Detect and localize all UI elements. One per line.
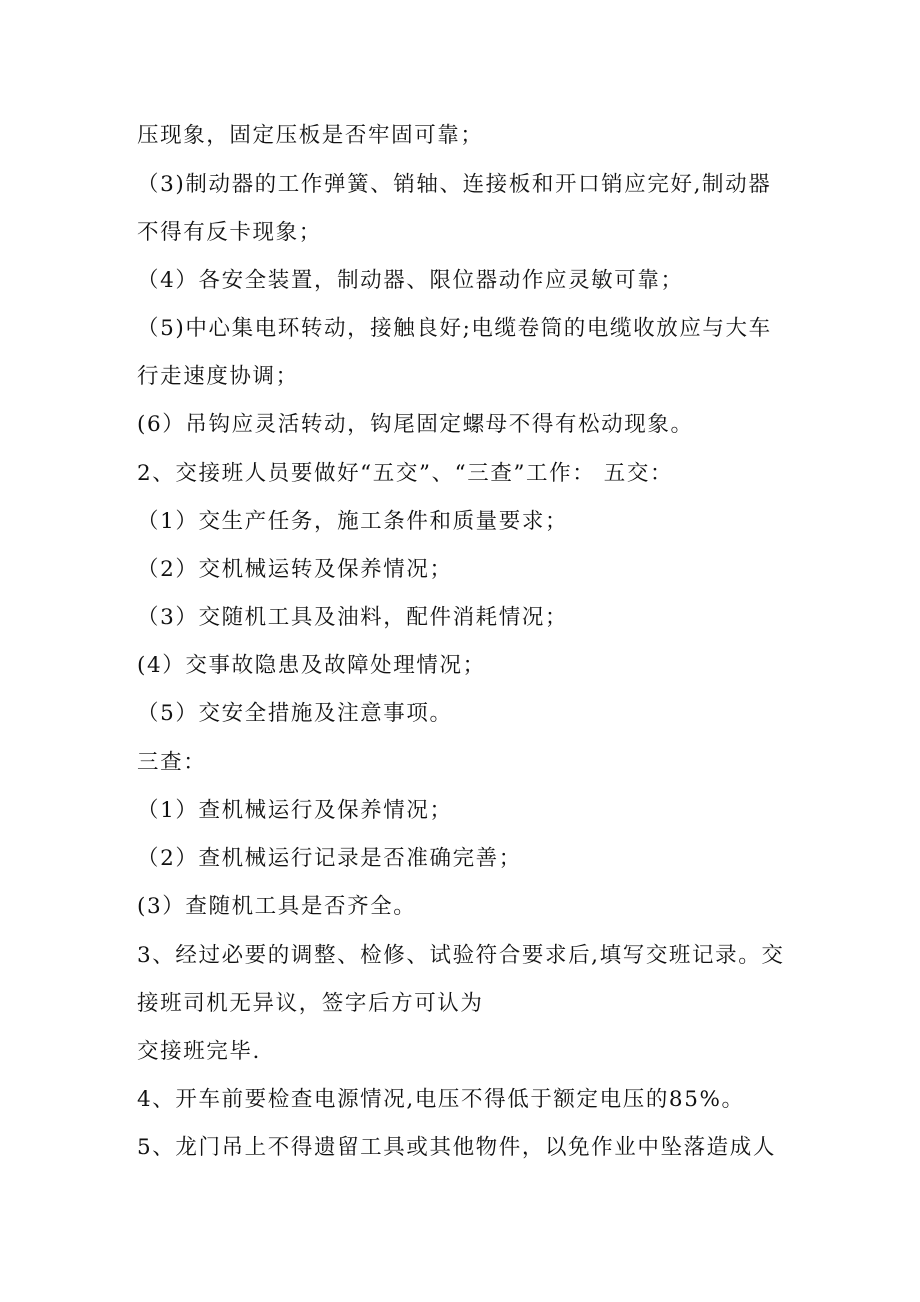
text-line: （1）查机械运行及保养情况； bbox=[137, 798, 453, 823]
text-line: 三查： bbox=[137, 750, 207, 775]
text-line: 2、交接班人员要做好“五交”、“三查”工作： 五交： bbox=[137, 461, 674, 486]
text-line: 3、经过必要的调整、检修、试验符合要求后,填写交班记录。交 bbox=[137, 943, 785, 968]
text-line: (6）吊钩应灵活转动，钩尾固定螺母不得有松动现象。 bbox=[137, 412, 694, 437]
text-line: （2）交机械运转及保养情况； bbox=[137, 557, 453, 582]
text-line: （5)中心集电环转动，接触良好;电缆卷筒的电缆收放应与大车 bbox=[137, 316, 772, 341]
text-line: 行走速度协调； bbox=[137, 364, 299, 389]
text-line: （2）查机械运行记录是否准确完善； bbox=[137, 846, 522, 871]
text-line: 5、龙门吊上不得遗留工具或其他物件，以免作业中坠落造成人 bbox=[137, 1135, 776, 1160]
text-line: 交接班完毕. bbox=[137, 1039, 261, 1064]
text-line: （4）各安全装置，制动器、限位器动作应灵敏可靠； bbox=[137, 268, 684, 293]
text-line: （3)制动器的工作弹簧、销轴、连接板和开口销应完好,制动器 bbox=[137, 172, 772, 197]
text-line: (3）查随机工具是否齐全。 bbox=[137, 894, 417, 919]
text-line: 接班司机无异议，签字后方可认为 bbox=[137, 991, 484, 1016]
text-line: 压现象，固定压板是否牢固可靠； bbox=[137, 123, 484, 148]
text-line: 不得有反卡现象； bbox=[137, 220, 322, 245]
text-line: (4）交事故隐患及故障处理情况； bbox=[137, 653, 486, 678]
text-line: 4、开车前要检查电源情况,电压不得低于额定电压的85%。 bbox=[137, 1087, 745, 1112]
text-line: （1）交生产任务，施工条件和质量要求； bbox=[137, 509, 569, 534]
text-line: （3）交随机工具及油料，配件消耗情况； bbox=[137, 605, 569, 630]
text-line: （5）交安全措施及注意事项。 bbox=[137, 701, 453, 726]
